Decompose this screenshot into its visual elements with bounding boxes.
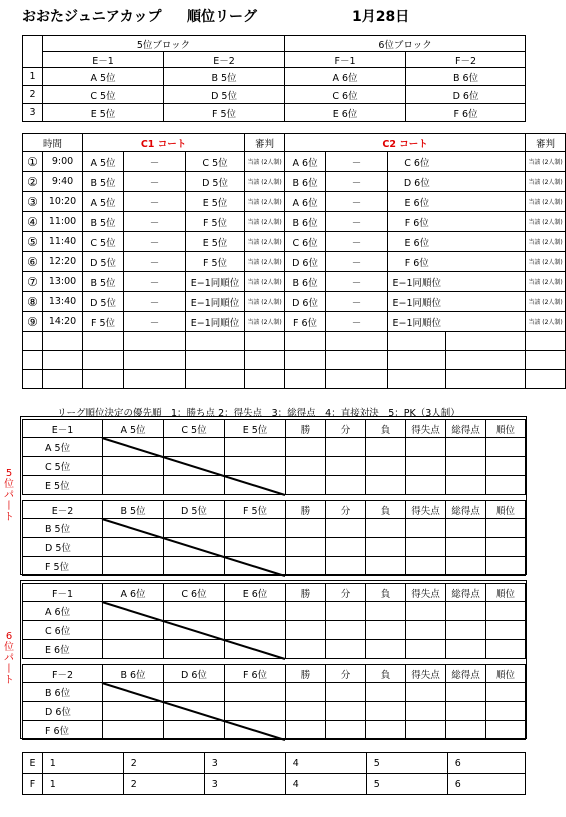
schedule-row (23, 192, 566, 212)
place-number: 4 (286, 753, 306, 774)
court2-team-b: F 6位 (388, 212, 446, 232)
referee-header: 審判 (245, 134, 285, 152)
court1-team-b: F 5位 (186, 252, 245, 272)
stat-header: 総得点 (446, 584, 486, 602)
stat-header: 負 (366, 501, 406, 519)
court2-team-b: E−1同順位 (388, 272, 446, 292)
court2-referee: 当該 (2人制) (526, 292, 566, 312)
place-number: 6 (448, 774, 468, 795)
empty-cell (43, 370, 83, 389)
part-frame (20, 580, 527, 739)
match-time: 11:40 (43, 232, 83, 252)
final-ranking-table (22, 752, 526, 795)
court2-team-b-cell (446, 252, 526, 272)
league-name: E－1 (23, 420, 103, 438)
court2-team-b-cell (446, 272, 526, 292)
stat-header: 得失点 (406, 584, 446, 602)
court1-vs: － (124, 312, 186, 332)
block-corner (23, 36, 43, 68)
court2-team-b: E−1同順位 (388, 312, 446, 332)
league-name: F－1 (23, 584, 103, 602)
empty-cell (326, 370, 388, 389)
group-header: F－2 (406, 52, 526, 68)
court1-team-b: C 5位 (186, 152, 245, 172)
block-row (23, 68, 526, 86)
match-number: ⑥ (23, 252, 43, 272)
court1-team-a: B 5位 (83, 172, 124, 192)
team-name: B 5位 (23, 519, 103, 538)
match-number: ④ (23, 212, 43, 232)
match-number: ⑦ (23, 272, 43, 292)
place-number: 4 (286, 774, 306, 795)
court2-referee: 当該 (2人制) (526, 172, 566, 192)
court1-referee: 当該 (2人制) (245, 272, 285, 292)
place-cell (144, 774, 205, 795)
court1-referee: 当該 (2人制) (245, 212, 285, 232)
stat-header: 得失点 (406, 420, 446, 438)
empty-cell (83, 370, 124, 389)
court1-team-a: B 5位 (83, 272, 124, 292)
court2-team-a: B 6位 (285, 212, 326, 232)
stat-header: 負 (366, 420, 406, 438)
opponent-header: D 5位 (164, 501, 225, 519)
team-cell: D 5位 (164, 86, 285, 104)
stat-header: 得失点 (406, 665, 446, 683)
court1-team-b: E 5位 (186, 192, 245, 212)
team-cell: C 5位 (43, 86, 164, 104)
empty-cell (83, 332, 124, 351)
court2-vs: － (326, 272, 388, 292)
stat-header: 負 (366, 665, 406, 683)
place-number: 3 (205, 774, 225, 795)
place-cell (63, 774, 124, 795)
court2-vs: － (326, 252, 388, 272)
court1-vs: － (124, 272, 186, 292)
team-name: D 6位 (23, 702, 103, 721)
empty-cell (285, 351, 326, 370)
stat-header: 得失点 (406, 501, 446, 519)
court1-referee: 当該 (2人制) (245, 172, 285, 192)
block6-header: 6位ブロック (285, 36, 526, 52)
empty-cell (526, 370, 566, 389)
place-cell (468, 774, 526, 795)
court1-header: C1 コート (83, 134, 245, 152)
empty-cell (526, 332, 566, 351)
team-cell: B 5位 (164, 68, 285, 86)
court2-team-b: D 6位 (388, 172, 446, 192)
court2-vs: － (326, 312, 388, 332)
court1-team-a: D 5位 (83, 252, 124, 272)
court1-referee: 当該 (2人制) (245, 192, 285, 212)
stat-header: 総得点 (446, 665, 486, 683)
match-time: 9:40 (43, 172, 83, 192)
court2-team-b: E 6位 (388, 192, 446, 212)
match-time: 13:40 (43, 292, 83, 312)
match-number: ⑤ (23, 232, 43, 252)
part-frame (20, 416, 527, 575)
stat-header: 分 (326, 420, 366, 438)
team-name: F 5位 (23, 557, 103, 576)
final-row (23, 774, 526, 795)
empty-cell (43, 351, 83, 370)
court1-vs: － (124, 172, 186, 192)
court2-referee: 当該 (2人制) (526, 192, 566, 212)
court1-team-b: D 5位 (186, 172, 245, 192)
league-name: F－2 (23, 665, 103, 683)
match-number: ② (23, 172, 43, 192)
empty-cell (23, 370, 43, 389)
court2-referee: 当該 (2人制) (526, 232, 566, 252)
row-number: 2 (23, 86, 43, 104)
court1-team-a: A 5位 (83, 152, 124, 172)
match-time: 10:20 (43, 192, 83, 212)
stat-header: 順位 (486, 420, 526, 438)
stat-header: 分 (326, 665, 366, 683)
schedule-row (23, 312, 566, 332)
empty-cell (186, 370, 245, 389)
court2-team-a: B 6位 (285, 272, 326, 292)
empty-cell (245, 370, 285, 389)
court2-team-b: E−1同順位 (388, 292, 446, 312)
place-number: 5 (367, 774, 387, 795)
block-row (23, 104, 526, 122)
team-cell: B 6位 (406, 68, 526, 86)
match-time: 13:00 (43, 272, 83, 292)
court1-referee: 当該 (2人制) (245, 292, 285, 312)
empty-cell (326, 351, 388, 370)
opponent-header: A 5位 (103, 420, 164, 438)
court2-vs: － (326, 292, 388, 312)
schedule-row (23, 252, 566, 272)
stat-header: 勝 (286, 501, 326, 519)
match-number: ③ (23, 192, 43, 212)
stat-header: 勝 (286, 584, 326, 602)
opponent-header: F 6位 (225, 665, 286, 683)
stat-header: 順位 (486, 584, 526, 602)
empty-cell (124, 332, 186, 351)
court1-referee: 当該 (2人制) (245, 232, 285, 252)
team-name: E 6位 (23, 640, 103, 659)
court1-vs: － (124, 232, 186, 252)
match-time: 12:20 (43, 252, 83, 272)
block-row (23, 86, 526, 104)
schedule-row (23, 172, 566, 192)
schedule-row (23, 232, 566, 252)
court1-vs: － (124, 212, 186, 232)
opponent-header: A 6位 (103, 584, 164, 602)
match-time: 11:00 (43, 212, 83, 232)
court1-team-a: A 5位 (83, 192, 124, 212)
team-name: F 6位 (23, 721, 103, 740)
team-name: A 5位 (23, 438, 103, 457)
court1-vs: － (124, 152, 186, 172)
team-cell: D 6位 (406, 86, 526, 104)
match-number: ⑧ (23, 292, 43, 312)
page-title: おおたジュニアカップ (22, 9, 162, 25)
team-name: C 5位 (23, 457, 103, 476)
empty-cell (388, 332, 446, 351)
team-name: A 6位 (23, 602, 103, 621)
court2-referee: 当該 (2人制) (526, 272, 566, 292)
court1-referee: 当該 (2人制) (245, 252, 285, 272)
schedule-row (23, 272, 566, 292)
row-number: 3 (23, 104, 43, 122)
schedule-empty-row (23, 332, 566, 351)
stat-header: 負 (366, 584, 406, 602)
match-time: 9:00 (43, 152, 83, 172)
team-name: D 5位 (23, 538, 103, 557)
opponent-header: F 5位 (225, 501, 286, 519)
team-cell: A 6位 (285, 68, 406, 86)
empty-cell (124, 351, 186, 370)
schedule-empty-row (23, 370, 566, 389)
court1-referee: 当該 (2人制) (245, 312, 285, 332)
court1-team-a: D 5位 (83, 292, 124, 312)
court1-referee: 当該 (2人制) (245, 152, 285, 172)
place-cell (387, 753, 448, 774)
place-number: 1 (43, 774, 63, 795)
court2-vs: － (326, 152, 388, 172)
stat-header: 総得点 (446, 501, 486, 519)
empty-cell (43, 332, 83, 351)
empty-cell (326, 332, 388, 351)
part6-side-label: 6 位 パ 丨 ト (4, 631, 14, 686)
empty-cell (23, 351, 43, 370)
page-subtitle: 順位リーグ (187, 9, 257, 25)
team-cell: F 6位 (406, 104, 526, 122)
opponent-header: E 6位 (225, 584, 286, 602)
court2-team-b-cell (446, 312, 526, 332)
empty-cell (446, 351, 526, 370)
court2-team-b: F 6位 (388, 252, 446, 272)
place-cell (63, 753, 124, 774)
schedule-empty-row (23, 351, 566, 370)
court2-header: C2 コート (285, 134, 526, 152)
time-header: 時間 (23, 134, 83, 152)
court2-referee: 当該 (2人制) (526, 212, 566, 232)
group-header: F－1 (285, 52, 406, 68)
group-header: E－2 (164, 52, 285, 68)
place-cell (225, 774, 286, 795)
court2-team-a: D 6位 (285, 292, 326, 312)
block-table (22, 35, 526, 122)
empty-cell (446, 370, 526, 389)
court1-team-a: B 5位 (83, 212, 124, 232)
court1-team-b: E 5位 (186, 232, 245, 252)
schedule-row (23, 292, 566, 312)
empty-cell (245, 332, 285, 351)
team-cell: A 5位 (43, 68, 164, 86)
court2-team-b-cell (446, 192, 526, 212)
stat-header: 順位 (486, 501, 526, 519)
court2-referee: 当該 (2人制) (526, 252, 566, 272)
court1-team-b: F 5位 (186, 212, 245, 232)
place-number: 2 (124, 774, 144, 795)
court2-referee: 当該 (2人制) (526, 152, 566, 172)
page-date: 1月28日 (352, 9, 410, 25)
court1-vs: － (124, 292, 186, 312)
court1-team-a: C 5位 (83, 232, 124, 252)
place-number: 2 (124, 753, 144, 774)
stat-header: 総得点 (446, 420, 486, 438)
empty-cell (388, 370, 446, 389)
empty-cell (285, 370, 326, 389)
place-number: 3 (205, 753, 225, 774)
row-number: 1 (23, 68, 43, 86)
court2-team-b: E 6位 (388, 232, 446, 252)
court2-team-b-cell (446, 152, 526, 172)
schedule-table (22, 133, 566, 389)
stat-header: 分 (326, 584, 366, 602)
court1-team-a: F 5位 (83, 312, 124, 332)
stat-header: 勝 (286, 665, 326, 683)
team-cell: C 6位 (285, 86, 406, 104)
empty-cell (23, 332, 43, 351)
place-cell (468, 753, 526, 774)
place-number: 1 (43, 753, 63, 774)
opponent-header: D 6位 (164, 665, 225, 683)
empty-cell (186, 332, 245, 351)
place-cell (306, 774, 367, 795)
schedule-row (23, 152, 566, 172)
court2-team-b-cell (446, 232, 526, 252)
team-cell: F 5位 (164, 104, 285, 122)
court2-team-a: B 6位 (285, 172, 326, 192)
court1-vs: － (124, 192, 186, 212)
team-name: E 5位 (23, 476, 103, 495)
empty-cell (446, 332, 526, 351)
place-cell (144, 753, 205, 774)
empty-cell (526, 351, 566, 370)
court2-vs: － (326, 172, 388, 192)
priority-note: リーグ順位決定の優先順 1：勝ち点 2：得失点 3：総得点 4：直接対決 5：PK（3人制） (57, 408, 460, 419)
team-name: C 6位 (23, 621, 103, 640)
opponent-header: B 5位 (103, 501, 164, 519)
court1-team-b: E−1同順位 (186, 272, 245, 292)
opponent-header: C 5位 (164, 420, 225, 438)
referee-header: 審判 (526, 134, 566, 152)
block5-header: 5位ブロック (43, 36, 285, 52)
court2-team-a: A 6位 (285, 152, 326, 172)
empty-cell (245, 351, 285, 370)
team-cell: E 5位 (43, 104, 164, 122)
final-row-label: E (23, 753, 43, 774)
court2-team-b-cell (446, 172, 526, 192)
group-header: E－1 (43, 52, 164, 68)
place-cell (387, 774, 448, 795)
opponent-header: C 6位 (164, 584, 225, 602)
court2-team-a: F 6位 (285, 312, 326, 332)
court2-vs: － (326, 212, 388, 232)
court2-vs: － (326, 192, 388, 212)
place-cell (225, 753, 286, 774)
empty-cell (124, 370, 186, 389)
court2-team-b-cell (446, 292, 526, 312)
court2-team-a: A 6位 (285, 192, 326, 212)
match-time: 14:20 (43, 312, 83, 332)
match-number: ① (23, 152, 43, 172)
court2-referee: 当該 (2人制) (526, 312, 566, 332)
court1-vs: － (124, 252, 186, 272)
empty-cell (186, 351, 245, 370)
court1-team-b: E−1同順位 (186, 292, 245, 312)
stat-header: 分 (326, 501, 366, 519)
court2-team-a: C 6位 (285, 232, 326, 252)
place-number: 5 (367, 753, 387, 774)
team-cell: E 6位 (285, 104, 406, 122)
place-cell (306, 753, 367, 774)
stat-header: 勝 (286, 420, 326, 438)
final-row-label: F (23, 774, 43, 795)
part5-side-label: 5 位 パ 丨 ト (4, 468, 14, 523)
final-row (23, 753, 526, 774)
place-number: 6 (448, 753, 468, 774)
court2-team-a: D 6位 (285, 252, 326, 272)
match-number: ⑨ (23, 312, 43, 332)
court2-team-b: C 6位 (388, 152, 446, 172)
empty-cell (285, 332, 326, 351)
team-name: B 6位 (23, 683, 103, 702)
opponent-header: B 6位 (103, 665, 164, 683)
empty-cell (83, 351, 124, 370)
schedule-row (23, 212, 566, 232)
league-name: E－2 (23, 501, 103, 519)
court1-team-b: E−1同順位 (186, 312, 245, 332)
court2-team-b-cell (446, 212, 526, 232)
stat-header: 順位 (486, 665, 526, 683)
opponent-header: E 5位 (225, 420, 286, 438)
empty-cell (388, 351, 446, 370)
court2-vs: － (326, 232, 388, 252)
